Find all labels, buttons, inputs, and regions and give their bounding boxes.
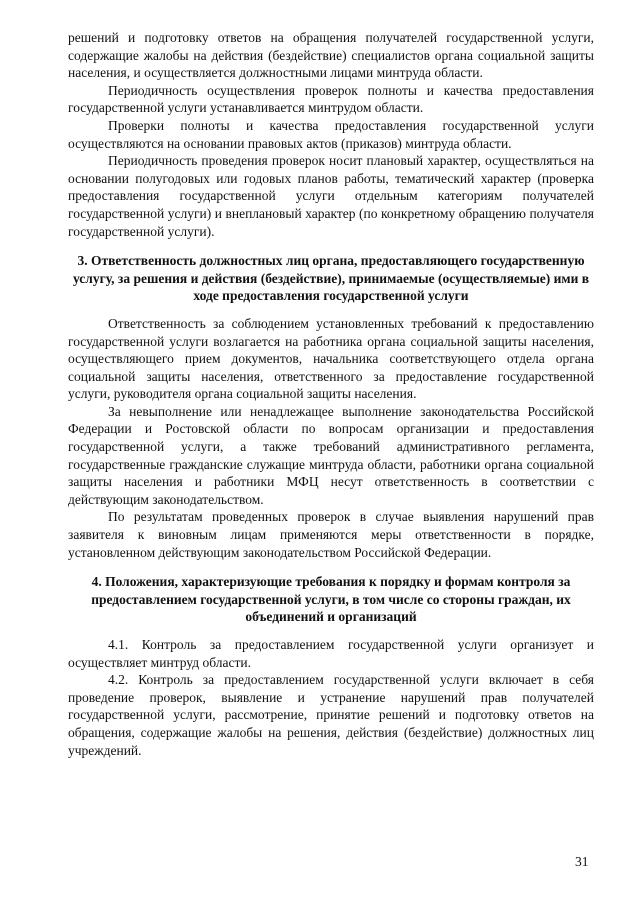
section-3-paragraph-responsibility: Ответственность за соблюдением установленных требований к предоставлению государственной услуги возлагается на работника органа социальной защиты населения, осуществляющего прием документов, начальника соответствующего отдела органа социальной защиты населения, ответственного за предоставление государственной услуги, руководителя органа социальной защиты населения. [68,315,594,402]
document-page [68,29,594,759]
section-4-paragraph-4-2: 4.2. Контроль за предоставлением государственной услуги включает в себя проведение проверок, выявление и устранение нарушений прав получателей государственной услуги, рассмотрение, принятие решений и подготовку ответов на обращения, содержащие жалобы на решения, действия (бездействие) должностных лиц учреждений. [68,672,594,758]
paragraph-inspection-type: Периодичность проведения проверок носит плановый характер, осуществляться на основании полугодовых или годовых планов работы, тематический характер (проверка предоставления государственной услуги отдельным категориям получателей государственной услуги) и внеплановый характер (по конкретному обращению получателя государственной услуги). [68,153,594,239]
section-3-heading: 3. Ответственность должностных лиц органа, предоставляющего государственную услугу, за решения и действия (бездействие), принимаемые (осуществляемые) ими в ходе предоставления государственной услуги [72,253,590,304]
paragraph-inspection-basis: Проверки полноты и качества предоставления государственной услуги осуществляются на основании правовых актов (приказов) минтруда области. [68,117,594,151]
page-number: 31 [575,854,589,869]
section-4-paragraph-4-1: 4.1. Контроль за предоставлением государственной услуги организует и осуществляет минтруд области. [68,637,594,670]
section-3-paragraph-violations: За невыполнение или ненадлежащее выполнение законодательства Российской Федерации и Ростовской области по вопросам организации и предоставления государственной услуги, а также требований административного регламента, государственные гражданские служащие минтруда области, работники органа социальной защиты населения и работники МФЦ несут ответственность в соответствии с действующим законодательством. [68,403,594,507]
paragraph-continuation: решений и подготовку ответов на обращения получателей государственной услуги, содержащие жалобы на действия (бездействие) специалистов органа социальной защиты населения, и осуществляется должностными лицами минтруда области. [68,30,594,81]
section-3-paragraph-measures: По результатам проведенных проверок в случае выявления нарушений прав заявителя к виновным лицам применяются меры ответственности в порядке, установленном действующим законодательством Российской Федерации. [68,509,594,560]
section-4-heading: 4. Положения, характеризующие требования к порядку и формам контроля за предоставлением государственной услуги, в том числе со стороны граждан, их объединений и организаций [91,574,571,625]
paragraph-inspection-frequency: Периодичность осуществления проверок полноты и качества предоставления государственной услуги устанавливается минтрудом области. [68,82,594,116]
